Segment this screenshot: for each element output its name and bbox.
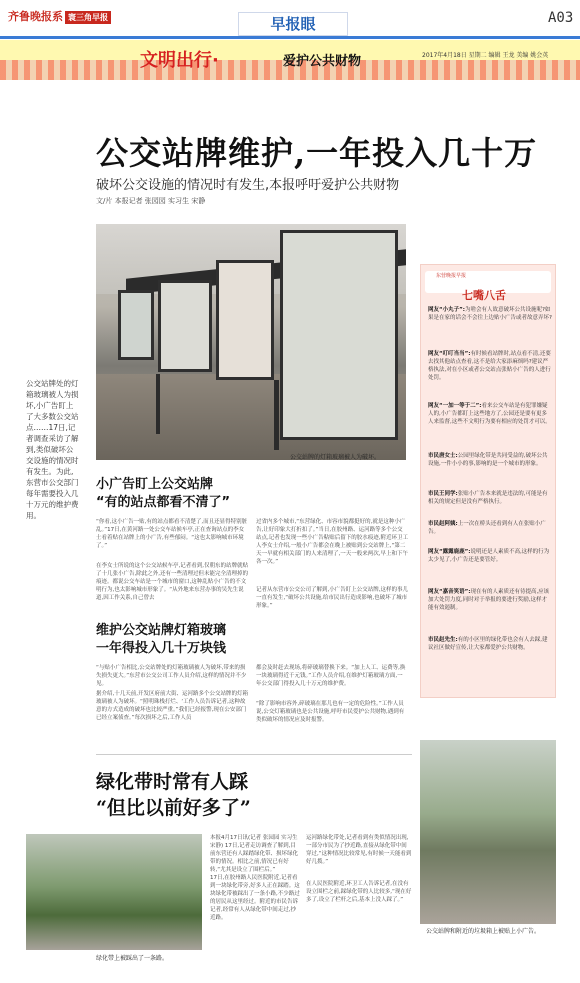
article2-title-line-1: 绿化带时常有人踩 <box>96 771 249 793</box>
comment-item: 网友“小丸子”:为啥会有人故意破坏公共设施呢?如果是在家的话会不会往上边贴小广告或者故意弄坏? <box>428 307 552 321</box>
side-summary: 公交站牌处的灯箱玻璃被人为损坏,小广告盯上了大多数公交站点……17日,记者调查采访了解到,类似破坏公交设施的情况时有发生。为此,东营市公交部门每年需要投入几十万元的维护费用。 <box>26 379 79 520</box>
comments-box <box>420 264 556 698</box>
comment-item: 市民赵先生:有的小区里的绿化带也会有人去踩,建议社区做好宣传,让大家都爱护公共财物。 <box>428 637 548 651</box>
banner-title: 文明出行· <box>140 50 219 71</box>
banner-meta: 2017年4月18日 星期二 编辑 王龙 美编 姚会英 <box>422 52 549 59</box>
logo-text: 齐鲁晚报系 <box>8 10 63 23</box>
article-paragraph: 在人民医院附近,环卫工人告诉记者,在没有设立围栏之前,踩绿化带的人比较多,“现在好多了,设立了栏杆之后,基本上没人踩了。” <box>306 881 412 903</box>
bus-stop-ads-photo <box>420 740 556 924</box>
comment-item: 网友“露露鹿鹿”:说明还是人素质不高,这样的行为太少见了,小广告还是要管好。 <box>428 549 550 563</box>
subheading-1-line-2: “有的站点都看不清了” <box>96 495 231 510</box>
comment-item: 市民王同学:张贴小广告本来就是违法的,可能是有相关的规定但是没有严格执行。 <box>428 491 548 505</box>
article-paragraph: 运河路绿化带处,记者看到有类似情况出现,一部分市民为了抄近路,直接从绿化带中间穿过,“这种情况比较常见,有时候一天能看到好几拨。” <box>306 835 412 865</box>
comment-item: 网友“叮叮当当”:有时候看站牌时,站点看不清,还要去找其他站点查看,这不是给大家添麻烦吗?建议严格执法,对在小区或者公交站点张贴小广告的人进行处罚。 <box>428 351 551 381</box>
greenbelt-photo <box>26 834 202 950</box>
headline: 公交站牌维护,一年投入几十万 <box>96 134 538 172</box>
newspaper-logo <box>8 8 111 24</box>
section-title: 早报眼 <box>238 12 348 36</box>
photo-caption: 公交站牌的灯箱玻璃被人为破坏。 <box>290 454 381 461</box>
article-paragraph: 据介绍,十几天前,开发区府前大街、运河路多个公交站牌的灯箱玻璃被人为破坏。“照明珠栈打烂、‘工作人员告诉记者,这种故意的方式造成的破坏也比较严重。”我们已经报警,现在公安部门已经立案侦查。”每次损坏之后,工作人员 <box>96 691 248 721</box>
comment-item: 网友“嘉音笑语”:现在有的人素质还有待提高,应该加大处罚力度,同时对于举报的要进行奖励,这样才能有效遏制。 <box>428 589 550 611</box>
article-paragraph: 记者从东营市公交公司了解到,小广告盯上公交站牌,这样的事儿一直有发生,“破坏公共设施,给市民出行造成影响,也破坏了城市形象。” <box>256 587 408 609</box>
bus-stop-photo <box>96 224 406 460</box>
article-paragraph: 都会及时赶去现场,将碎玻璃替换下来。“加上人工、运费等,换一块玻璃得近千元钱。”工作人员介绍,在维护灯箱玻璃方面,一年公交部门得投入几十万元的维护费。 <box>256 665 406 687</box>
comment-item: 市民唐女士:公园里绿化带是共同受益的,破坏公共设施,一件小小的事,影响的是一个城市的形象。 <box>428 453 548 467</box>
article-paragraph: 在李女士所说的这个公交站候车亭,记者看到,仅朝东的站牌就贴了十几张小广告,除此之外,还有一些清理过但未能完全清理掉的痕迹。都说公交车站是一个城市的窗口,这种乱贴小广告的不文明行为,也太影响城市形象了。“从外地来东营办事的吴先生说道,因工作关系,自己曾去 <box>96 563 248 601</box>
article-paragraph: “与贴小广告相比,公交站牌处的灯箱玻璃被人为破坏,带来的损失损失更大。”东营市公交公司工作人员介绍,这样的情况并不少见。 <box>96 665 247 687</box>
photo-caption: 公交站牌和附近的垃圾箱上被贴上小广告。 <box>426 928 541 935</box>
article-paragraph: “你看,这小广告一贴,有的站点都看不清楚了,而且还显得特别脏乱。”17日,在黄河路一处公交车站候车亭,正在查询站点的李女士看着贴在站牌上的小广告,有些郁闷。“这也太影响城市环境了。” <box>96 519 248 549</box>
article2-title-line-2: “但比以前好多了” <box>96 797 251 819</box>
comment-item: 网友“一加一等于二”:看来公交车站是有犯罪嫌疑人的,小广告都盯上这些地方了,公园还是要有更多人来监督,这些不文明行为要有相应的处罚才可以。 <box>428 403 551 425</box>
subheadline: 破坏公交设施的情况时有发生,本报呼吁爱护公共财物 <box>96 178 400 193</box>
page-number: A03 <box>548 10 574 26</box>
article-paragraph: 本报4月17日讯(记者 张园园 实习生 宋静) 17日,记者走访调查了解到,目前东营还有人踩踏绿化带、损坏绿化带的情况。相比之前,情况已有好转,“尤其是设立了围栏后。” <box>210 835 299 873</box>
subheading-2-line-1: 维护公交站牌灯箱玻璃 <box>96 623 227 638</box>
subheading-2-line-2: 一年得投入几十万块钱 <box>96 641 227 656</box>
photo-caption: 绿化带上被踩出了一条路。 <box>96 955 169 962</box>
header-rule <box>0 36 580 39</box>
section-divider <box>96 754 412 755</box>
article-paragraph: 17日,在胶州路人民医院附近,记者看到一块绿化带旁,好多人正在踩踏。这块绿化带被踩出了一条小路,不少路过的居民从这里经过。附近的市民告诉记者,经常有人从绿化带中间走过,抄近路。 <box>210 875 300 921</box>
comments-title: 七嘴八舌 <box>462 289 506 302</box>
article-paragraph: 过省内多个城市,“东营绿化、市容市貌都挺好的,就是这种小广告,让好印象大打折扣了。”当日,在胶州路、运河路等多个公交站点,记者也发现一些小广告粘贴后留下的胶水痕迹,附近环卫工人李女士介绍,一般小广告都会在晚上被贴到公交站牌上,“第二天一早就有相关部门的人来清理了,一天一般来两次,早上和下午各一次。” <box>256 519 408 565</box>
byline: 文/片 本报记者 张园园 实习生 宋静 <box>96 197 206 205</box>
logo-tag: 寰三角早报 <box>65 11 111 24</box>
banner-subtitle: 爱护公共财物 <box>283 54 362 69</box>
subheading-1-line-1: 小广告盯上公交站牌 <box>96 477 214 492</box>
comment-item: 市民赵阿姨:上一次在桥头还看到有人在张贴小广告。 <box>428 521 546 535</box>
comments-tag: 东营晚报早报 <box>436 273 467 279</box>
article-paragraph: “除了影响市容外,碎玻璃在那儿也有一定的危险性。”工作人员说,公交灯箱玻璃也是公共设施,呼吁市民爱护公共财物,遇到有类似破坏的情况应及时报警。 <box>256 701 405 723</box>
